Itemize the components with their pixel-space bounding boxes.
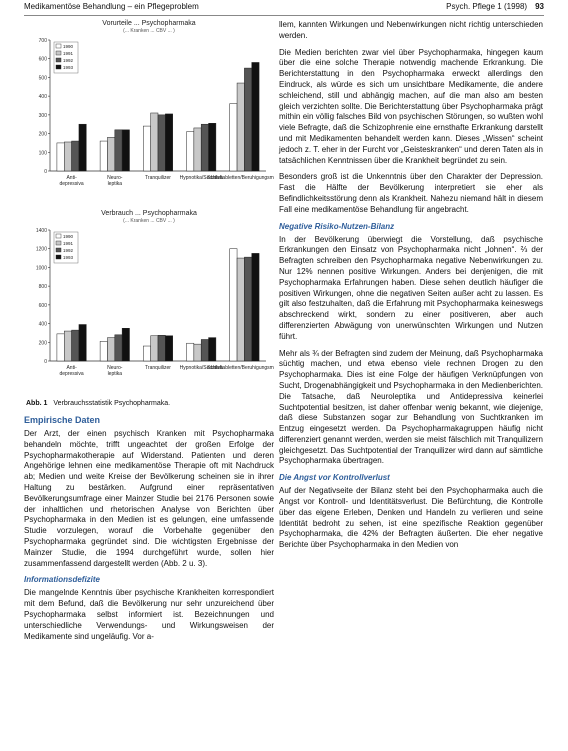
x-tick-label: Tranquilizer (145, 175, 171, 181)
header-title: Medikamentöse Behandlung – ein Pflegeproblem (24, 2, 199, 11)
x-tick-label: Schlaftabletten/Beruhigungsm (207, 175, 274, 181)
bar (158, 115, 165, 171)
x-tick-label: Tranquilizer (145, 365, 171, 371)
heading-risiko-nutzen: Negative Risiko-Nutzen-Bilanz (279, 221, 395, 231)
legend-label: 1993 (63, 255, 74, 260)
paragraph: In der Bevölkerung überwiegt die Vorstellung, daß psychische Erkrankungen den Einsatz von Psychopharmaka nicht „lohnen“. ⅔ der Befragten schreiben den Psychopharmaka negative Nebenwirkungen zu. Nur 12% nennen positive Wirkungen. Anders bei denjenigen, die mit Psychopharmaka Erfahrungen haben. Diese sehen deutlich häufiger die positiven Wirkungen, ohne die negativen Seiten außer acht zu lassen. Es gilt also festzuhalten, daß die Erfahrung mit Psychopharmaka keineswegs abschreckend wirkt, sondern zu einer positiveren, aber auch differenzierten Abwägung von unerwünschten Wirkungen und Nutzen führt. (279, 234, 543, 341)
paragraph: Die Medien berichten zwar viel über Psychopharmaka, hingegen kaum über die eine solche Therapie notwendig machende Erkrankung. Die Berichterstattung in den Psychopharmaka erweckt allerdings den Eindruck, als würde es sich um unsichtbare Medikamente, die andere schleichend, still und abhängig machen, auf die man also am besten gleich verzichten sollte. Die Berichterstattung über Psychopharmaka prägt mithin ein völlig falsches Bild von psychischen Störungen, so wußten wohl viele Befragte, daß die Schizophrenie eine ernsthafte Erkrankung darstellt und mit Medikamenten behandelt werden kann. Dieses „Wissen“ scheint jedoch z. T. eher in der Furcht vor „Geisteskranken“ und deren Taten als in tatsächlichen Kenntnissen über die Krankheit begründet zu sein. (279, 47, 543, 165)
y-tick-label: 700 (38, 38, 47, 44)
y-tick-label: 200 (38, 340, 47, 347)
chart-1-svg (24, 34, 274, 199)
caption-text: Verbrauchsstatistik Psychopharmaka. (53, 400, 171, 407)
legend-label: 1990 (63, 234, 74, 239)
right-column (279, 20, 543, 557)
bar (122, 130, 129, 171)
bar (230, 104, 237, 171)
legend-swatch (56, 255, 61, 259)
bar (79, 325, 86, 361)
bar (151, 113, 158, 171)
paragraph: Die mangelnde Kenntnis über psychische Krankheiten korrespondiert mit dem Befund, daß die Bevölkerung nur sehr unzureichend über Psychopharmaka selbst informiert ist. Bezeichnungen und unterschiedliche Verwendungs- und Wirkungsweisen der Medikamente sind ungeläufig. Vor a- (24, 588, 274, 641)
chart-2-subtitle: (... Kranken ... CBV ... ) (123, 218, 175, 224)
legend-swatch (56, 248, 61, 252)
legend-swatch (56, 234, 61, 238)
bar (209, 123, 216, 171)
bar (252, 253, 259, 361)
chart-2-title: Verbrauch ... Psychopharmaka (101, 210, 197, 217)
running-header (24, 0, 544, 14)
bar (201, 124, 208, 171)
legend-swatch (56, 58, 61, 62)
paragraph: Auf der Negativseite der Bilanz steht bei den Psychopharmaka auch die Angst vor Kontroll- und Identitätsverlust. Die Befürchtung, die Kontrolle über das eigene Erleben, Denken und Handeln zu verlieren und seine Identität bedroht zu sehen, ist eine spezifische Reaktion gegenüber Psychopharmaka, die 42% der Befragten äußerten. Die eher negative Berichte über Psychopharmaka in den Medien von (279, 486, 543, 550)
bar (244, 68, 251, 171)
legend-label: 1991 (63, 51, 74, 56)
heading-kontrollverlust: Die Angst vor Kontrollverlust (279, 473, 390, 483)
bar (165, 336, 172, 361)
bar (252, 62, 259, 171)
y-tick-label: 500 (38, 75, 47, 82)
x-tick-label: Schlaftabletten/Beruhigungsm (207, 365, 274, 371)
bar (194, 344, 201, 361)
x-tick-label: Hypnotika/Sedativa (179, 175, 223, 181)
bar (237, 83, 244, 171)
bar (107, 338, 114, 361)
bar (194, 128, 201, 171)
y-tick-label: 0 (44, 359, 47, 365)
bar (209, 338, 216, 361)
bar (230, 249, 237, 361)
legend-swatch (56, 44, 61, 48)
bar (79, 124, 86, 171)
y-tick-label: 1400 (35, 228, 47, 234)
chart-1 (24, 20, 274, 204)
bar (143, 346, 150, 361)
bar (115, 335, 122, 361)
x-tick-label: Anti-depressiva (59, 365, 84, 377)
bar (57, 143, 64, 171)
bar (237, 258, 244, 361)
paragraph: Der Arzt, der einen psychisch Kranken mit Psychopharmaka behandeln möchte, trifft ungeachtet der großen Erfolge der Psychopharmakotherapie auf Widerstand. Patienten und deren Angehörige lehnen eine medikamentöse Therapie oft mit Nachdruck ab; Medien und weite Kreise der Bevölkerung scheinen sie in ihrer Haltung zu bestärken. Aufgrund einer repräsentativen Bevölkerungsumfrage einer Mainzer Studie bei 2176 Personen sowie der inhaltlichen und rhetorischen Analyse von Berichten über Psychopharmaka in den Medien ist es gelungen, eine umfassende Studie vorzulegen, worauf die Vorbehalte gegenüber den Psychopharmaka gegründet sind. Die wichtigsten Ergebnisse der Mainzer Studie, die 1994 durchgeführt wurde, sollen hier zusammenfassend dargestellt werden (Abb. 2 u. 3). (24, 429, 274, 568)
legend-label: 1990 (63, 44, 74, 49)
x-tick-label: Neuro-leptika (107, 365, 123, 377)
y-tick-label: 1200 (35, 246, 47, 253)
legend-swatch (56, 241, 61, 245)
bar (187, 343, 194, 361)
bar (107, 137, 114, 171)
chart-1-title: Vorurteile ... Psychopharmaka (102, 20, 196, 27)
chart-1-subtitle: (... Kranken ... CBV ... ) (123, 28, 175, 34)
legend-label: 1991 (63, 241, 74, 246)
bar (72, 141, 79, 171)
bar (201, 339, 208, 361)
bar (187, 132, 194, 171)
y-tick-label: 200 (38, 131, 47, 138)
y-tick-label: 100 (38, 150, 47, 157)
heading-informationsdefizite: Informationsdefizite (24, 575, 101, 585)
header-rule (24, 15, 544, 16)
bar (151, 336, 158, 361)
legend-label: 1992 (63, 58, 74, 63)
bar (165, 114, 172, 171)
chart-2 (24, 210, 274, 394)
y-tick-label: 300 (38, 112, 47, 119)
y-tick-label: 400 (38, 321, 47, 328)
legend-swatch (56, 51, 61, 55)
x-tick-label: Hypnotika/Sedativa (179, 365, 223, 371)
heading-empirische-daten: Empirische Daten (24, 415, 101, 425)
y-tick-label: 600 (38, 56, 47, 63)
bar (244, 257, 251, 361)
legend-label: 1992 (63, 248, 74, 253)
bar (72, 330, 79, 361)
figure-caption (26, 400, 274, 407)
bar (64, 331, 71, 361)
caption-label: Abb. 1 (26, 400, 48, 407)
paragraph: llem, kannten Wirkungen und Nebenwirkungen nicht richtig unterschieden werden. (279, 20, 543, 40)
bar (64, 142, 71, 171)
bar (57, 334, 64, 361)
y-tick-label: 400 (38, 94, 47, 101)
bar (122, 328, 129, 361)
paragraph: Mehr als ¾ der Befragten sind zudem der Meinung, daß Psychopharmaka süchtig machen, und etwa ebenso viele rechnen Drogen zu den Psychopharmaka. Dies ist eine Folge der häufigen Verknüpfungen von Sucht, Drogenabhängigkeit und Psychopharmaka in den Medienberichten. Die Tatsache, daß Neuroleptika und Antidepressiva keinerlei Suchtpotential besitzen, ist daher offenbar wenig bekannt, wie diejenige, daß diese Substanzen sogar zur Behandlung von Suchtkranken im Entzug eingesetzt werden. Da Psychopharmakagruppen häufig nicht differenziert genannt werden, werden sie meist fälschlich mit Tranquilizern gleichgesetzt. Das Suchtpotential der Tranquilizer wird dann auf sämtliche Psychopharmaka übertragen. (279, 348, 543, 466)
chart-2-svg (24, 224, 274, 389)
x-tick-label: Neuro-leptika (107, 175, 123, 187)
bar (158, 335, 165, 361)
left-column (24, 20, 274, 648)
x-tick-label: Anti-depressiva (59, 175, 84, 187)
bar (143, 126, 150, 171)
y-tick-label: 1000 (35, 265, 47, 272)
legend-swatch (56, 65, 61, 69)
y-tick-label: 0 (44, 169, 47, 175)
paragraph: Besonders groß ist die Unkenntnis über den Charakter der Depression. Fast die Hälfte der Bevölkerung interpretiert sie eher als Befindlichkeitsstörung denn als Krankheit. Nahezu niemand hält in diesem Fall eine medikamentöse Behandlung für angebracht. (279, 172, 543, 214)
header-journal (446, 0, 544, 14)
page-number: 93 (535, 2, 544, 11)
bar (115, 130, 122, 171)
legend-label: 1993 (63, 65, 74, 70)
y-tick-label: 800 (38, 284, 47, 291)
header-journal-name: Psych. Pflege 1 (1998) (446, 2, 528, 11)
bar (100, 141, 107, 171)
bar (100, 341, 107, 361)
y-tick-label: 600 (38, 302, 47, 309)
